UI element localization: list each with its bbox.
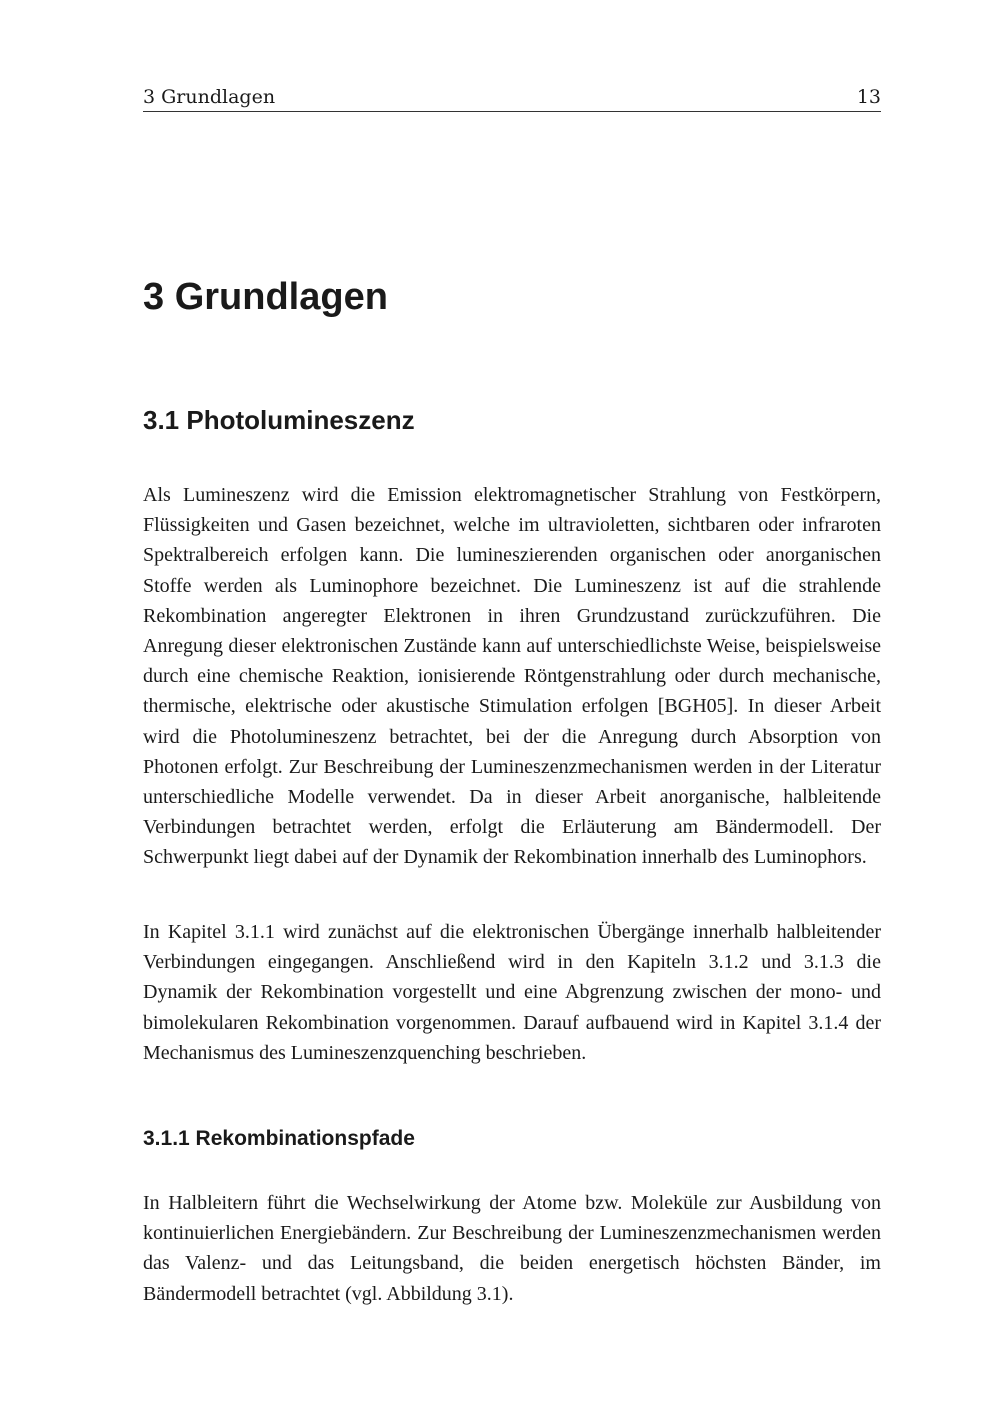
section-title: 3.1 Photolumineszenz — [143, 405, 415, 435]
header-chapter-label: 3 Grundlagen — [143, 86, 276, 108]
section-paragraph-2: In Kapitel 3.1.1 wird zunächst auf die elektronischen Übergänge innerhalb halbleitender Verbindungen eingegangen. Anschließend wird in den Kapiteln 3.1.2 und 3.1.3 die Dynamik der Rekombination vorgestellt und eine Abgrenzung zwischen der mono- und bimolekularen Rekombination vorgenommen. Darauf aufbauend wird in Kapitel 3.1.4 der Mechanismus des Lumineszenzquenching beschrieben. — [143, 921, 881, 1064]
subsection-paragraph-1: In Halbleitern führt die Wechselwirkung der Atome bzw. Moleküle zur Ausbildung von kontinuierlichen Energiebändern. Zur Beschreibung der Lumineszenzmechanismen werden das Valenz- und das Leitungsband, die beiden energetisch höchsten Bänder, im Bändermodell betrachtet (vgl. Abbildung 3.1). — [143, 1192, 881, 1305]
running-header — [143, 84, 881, 112]
subsection-title: 3.1.1 Rekombinationspfade — [143, 1127, 415, 1150]
header-page-number: 13 — [856, 86, 881, 108]
chapter-title: 3 Grundlagen — [143, 276, 388, 318]
section-paragraph-1: Als Lumineszenz wird die Emission elektromagnetischer Strahlung von Festkörpern, Flüssigkeiten und Gasen bezeichnet, welche im ultravioletten, sichtbaren oder infraroten Spektralbereich erfolgen kann. Die lumineszierenden organischen oder anorganischen Stoffe werden als Luminophore bezeichnet. Die Lumineszenz ist auf die strahlende Rekombination angeregter Elektronen in ihren Grundzustand zurückzuführen. Die Anregung dieser elektronischen Zustände kann auf unterschiedlichste Weise, beispielsweise durch eine chemische Reaktion, ionisierende Röntgenstrahlung oder durch mechanische, thermische, elektrische oder akustische Stimulation erfolgen [BGH05]. In dieser Arbeit wird die Photolumineszenz betrachtet, bei der die Anregung durch Absorption von Photonen erfolgt. Zur Beschreibung der Lumineszenzmechanismen werden in der Literatur unterschiedliche Modelle verwendet. Da in dieser Arbeit anorganische, halbleitende Verbindungen betrachtet werden, erfolgt die Erläuterung am Bändermodell. Der Schwerpunkt liegt dabei auf der Dynamik der Rekombination innerhalb des Luminophors. — [143, 484, 881, 869]
document-page — [143, 0, 881, 1414]
